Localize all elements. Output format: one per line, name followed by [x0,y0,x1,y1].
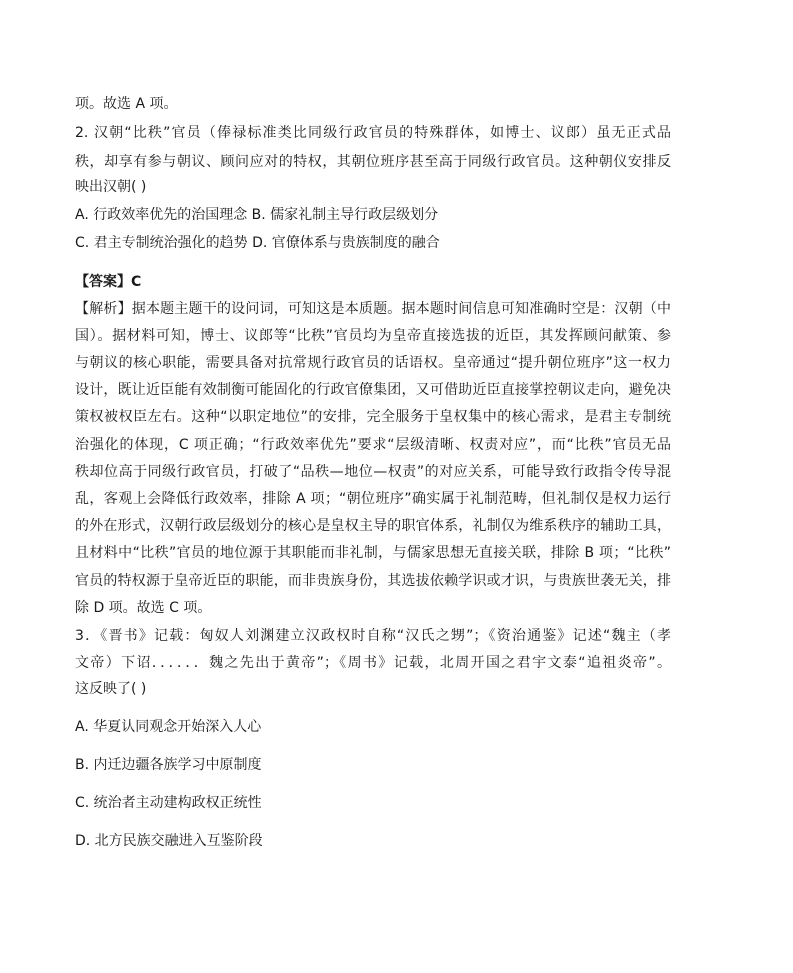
question-2-analysis-line: 【解析】据本题主题干的设问词，可知这是本质题。据本题时间信息可知准确时空是：汉朝（中 [75,301,671,317]
question-3-stem-line: 这反映了( ) [75,681,147,697]
question-2-analysis-line: 秩却位高于同级行政官员，打破了“品秩—地位—权责”的对应关系，可能导致行政指令传导混 [75,464,671,480]
question-2-answer: 【答案】C [75,274,142,290]
question-2-analysis-line: 乱，客观上会降低行政效率，排除 A 项；“朝位班序”确实属于礼制范畴，但礼制仅是权力运行 [75,491,671,507]
question-3-option-d: D. 北方民族交融进入互鉴阶段 [75,833,263,849]
question-2-analysis-line: 除 D 项。故选 C 项。 [75,600,212,616]
question-2-analysis-line: 的外在形式，汉朝行政层级划分的核心是皇权主导的职官体系，礼制仅为维系秩序的辅助工具， [75,518,671,534]
question-2-analysis-line: 设计，既让近臣能有效制衡可能固化的行政官僚集团，又可借助近臣直接掌控朝议走向，避免决 [75,382,671,398]
question-2-analysis-line: 策权被权臣左右。这种“以职定地位”的安排，完全服务于皇权集中的核心需求，是君主专制统 [75,409,671,425]
question-3-option-b: B. 内迁边疆各族学习中原制度 [75,757,262,773]
question-3-option-a: A. 华夏认同观念开始深入人心 [75,719,262,735]
question-2-analysis-line: 且材料中“比秩”官员的地位源于其职能而非礼制，与儒家思想无直接关联，排除 B 项；“比秩” [75,545,671,561]
previous-answer-tail: 项。故选 A 项。 [75,96,178,112]
question-2-stem-line: 秩，却享有参与朝议、顾问应对的特权，其朝位班序甚至高于同级行政官员。这种朝仪安排反 [75,154,671,170]
question-2-options-row-2: C. 君主专制统治强化的趋势 D. 官僚体系与贵族制度的融合 [75,235,440,251]
question-2-options-row-1: A. 行政效率优先的治国理念 B. 儒家礼制主导行政层级划分 [75,207,439,223]
question-2-analysis-line: 治强化的体现，C 项正确；“行政效率优先”要求“层级清晰、权责对应”，而“比秩”官员无品 [75,437,671,453]
question-2-analysis-line: 国）。据材料可知，博士、议郎等“比秩”官员均为皇帝直接选拔的近臣，其发挥顾问献策、参 [75,328,671,344]
question-2-stem-line: 2. 汉朝“比秩”官员（俸禄标准类比同级行政官员的特殊群体，如博士、议郎）虽无正式品 [75,125,671,141]
question-2-analysis-line: 官员的特权源于皇帝近臣的职能，而非贵族身份，其选拔依赖学识或才识，与贵族世袭无关，排 [75,573,671,589]
question-2-stem-line: 映出汉朝( ) [75,179,147,195]
question-3-option-c: C. 统治者主动建构政权正统性 [75,795,262,811]
question-3-stem-line: 文帝）下诏．．．．．．魏之先出于黄帝”；《周书》记载，北周开国之君宇文泰“追祖炎帝”。 [75,655,671,671]
question-3-stem-line: 3．《晋书》记载：匈奴人刘渊建立汉政权时自称“汉氏之甥”；《资治通鉴》记述“魏主（孝 [75,628,671,644]
question-2-analysis-line: 与朝议的核心职能，需要具备对抗常规行政官员的话语权。皇帝通过“提升朝位班序”这一权力 [75,355,671,371]
